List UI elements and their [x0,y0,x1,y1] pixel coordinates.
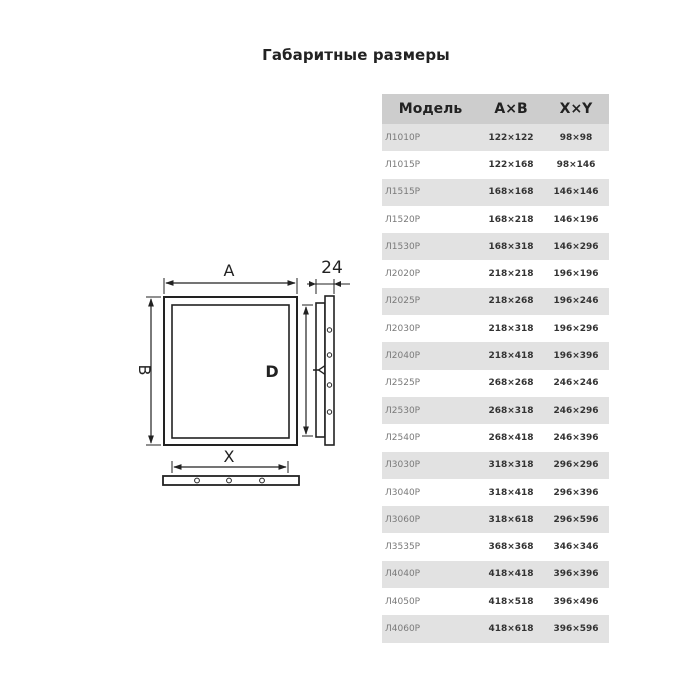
row-xy: 98×146 [556,159,596,170]
row-xy: 196×396 [553,351,599,362]
header-model: Модель [398,101,463,117]
row-xy: 296×596 [553,514,599,525]
row-xy: 146×296 [553,241,599,252]
row-ab: 122×168 [488,159,534,170]
latch-symbol: D [265,362,279,381]
side-view [302,258,350,445]
table-row [382,452,609,479]
row-model: Л4050Р [385,596,421,607]
row-ab: 122×122 [488,132,534,143]
row-ab: 218×268 [488,296,534,307]
row-xy: 296×396 [553,487,599,498]
dimension-b [135,297,161,445]
row-model: Л4060Р [385,623,421,634]
row-xy: 196×196 [553,269,599,280]
dimension-y-label: Y [309,365,328,375]
table-row [382,370,609,397]
table-row [382,588,609,615]
row-model: Л2020Р [385,269,421,280]
bottom-view [163,447,299,485]
table-row [382,315,609,342]
table-row [382,615,609,642]
row-ab: 318×618 [488,514,534,525]
dimension-b-label: B [135,364,154,376]
row-model: Л2030Р [385,323,421,334]
row-xy: 196×296 [553,323,599,334]
row-xy: 246×296 [553,405,599,416]
row-xy: 246×246 [553,378,599,389]
dimension-depth-label: 24 [321,258,343,278]
row-model: Л3040Р [385,487,421,498]
row-model: Л3030Р [385,460,421,471]
page-title: Габаритные размеры [262,46,450,64]
row-model: Л2530Р [385,405,421,416]
row-ab: 168×318 [488,241,534,252]
row-ab: 168×218 [488,214,534,225]
row-model: Л2025Р [385,296,421,307]
row-model: Л2040Р [385,351,421,362]
row-ab: 218×318 [488,323,534,334]
row-model: Л1530Р [385,241,421,252]
front-view [164,297,297,445]
row-xy: 346×346 [553,542,599,553]
table-row [382,179,609,206]
row-model: Л2540Р [385,432,421,443]
table-row [382,233,609,260]
row-ab: 268×268 [488,378,534,389]
row-xy: 396×496 [553,596,599,607]
row-model: Л1520Р [385,214,421,225]
table-row [382,206,609,233]
table-row [382,397,609,424]
header-xy: X×Y [559,101,593,117]
header-ab: A×B [494,101,528,117]
dimension-a-label: A [223,261,235,280]
dimension-a [164,261,297,294]
dimension-x-label: X [223,447,235,466]
row-ab: 318×418 [488,487,534,498]
table-row [382,424,609,451]
table-row [382,561,609,588]
row-ab: 268×318 [488,405,534,416]
row-model: Л1010Р [385,132,421,143]
row-model: Л3535Р [385,542,421,553]
row-ab: 218×218 [488,269,534,280]
row-xy: 396×596 [553,623,599,634]
table-row [382,533,609,560]
table-row [382,506,609,533]
table-row [382,151,609,178]
table-header [382,94,609,124]
row-xy: 146×146 [553,187,599,198]
row-model: Л1515Р [385,187,421,198]
row-model: Л3060Р [385,514,421,525]
table-row [382,124,609,151]
table-row [382,479,609,506]
row-model: Л1015Р [385,159,421,170]
row-xy: 396×396 [553,569,599,580]
row-model: Л2525Р [385,378,421,389]
row-xy: 146×196 [553,214,599,225]
row-xy: 98×98 [559,132,593,143]
row-xy: 246×396 [553,432,599,443]
row-ab: 368×368 [488,542,534,553]
row-ab: 418×418 [488,569,534,580]
row-ab: 168×168 [488,187,534,198]
row-ab: 418×618 [488,623,534,634]
size-table [382,94,609,643]
table-row [382,342,609,369]
row-ab: 218×418 [488,351,534,362]
row-ab: 268×418 [488,432,534,443]
row-xy: 296×296 [553,460,599,471]
row-model: Л4040Р [385,569,421,580]
row-xy: 196×246 [553,296,599,307]
table-body [382,124,609,643]
table-row [382,260,609,287]
row-ab: 318×318 [488,460,534,471]
row-ab: 418×518 [488,596,534,607]
table-row [382,288,609,315]
